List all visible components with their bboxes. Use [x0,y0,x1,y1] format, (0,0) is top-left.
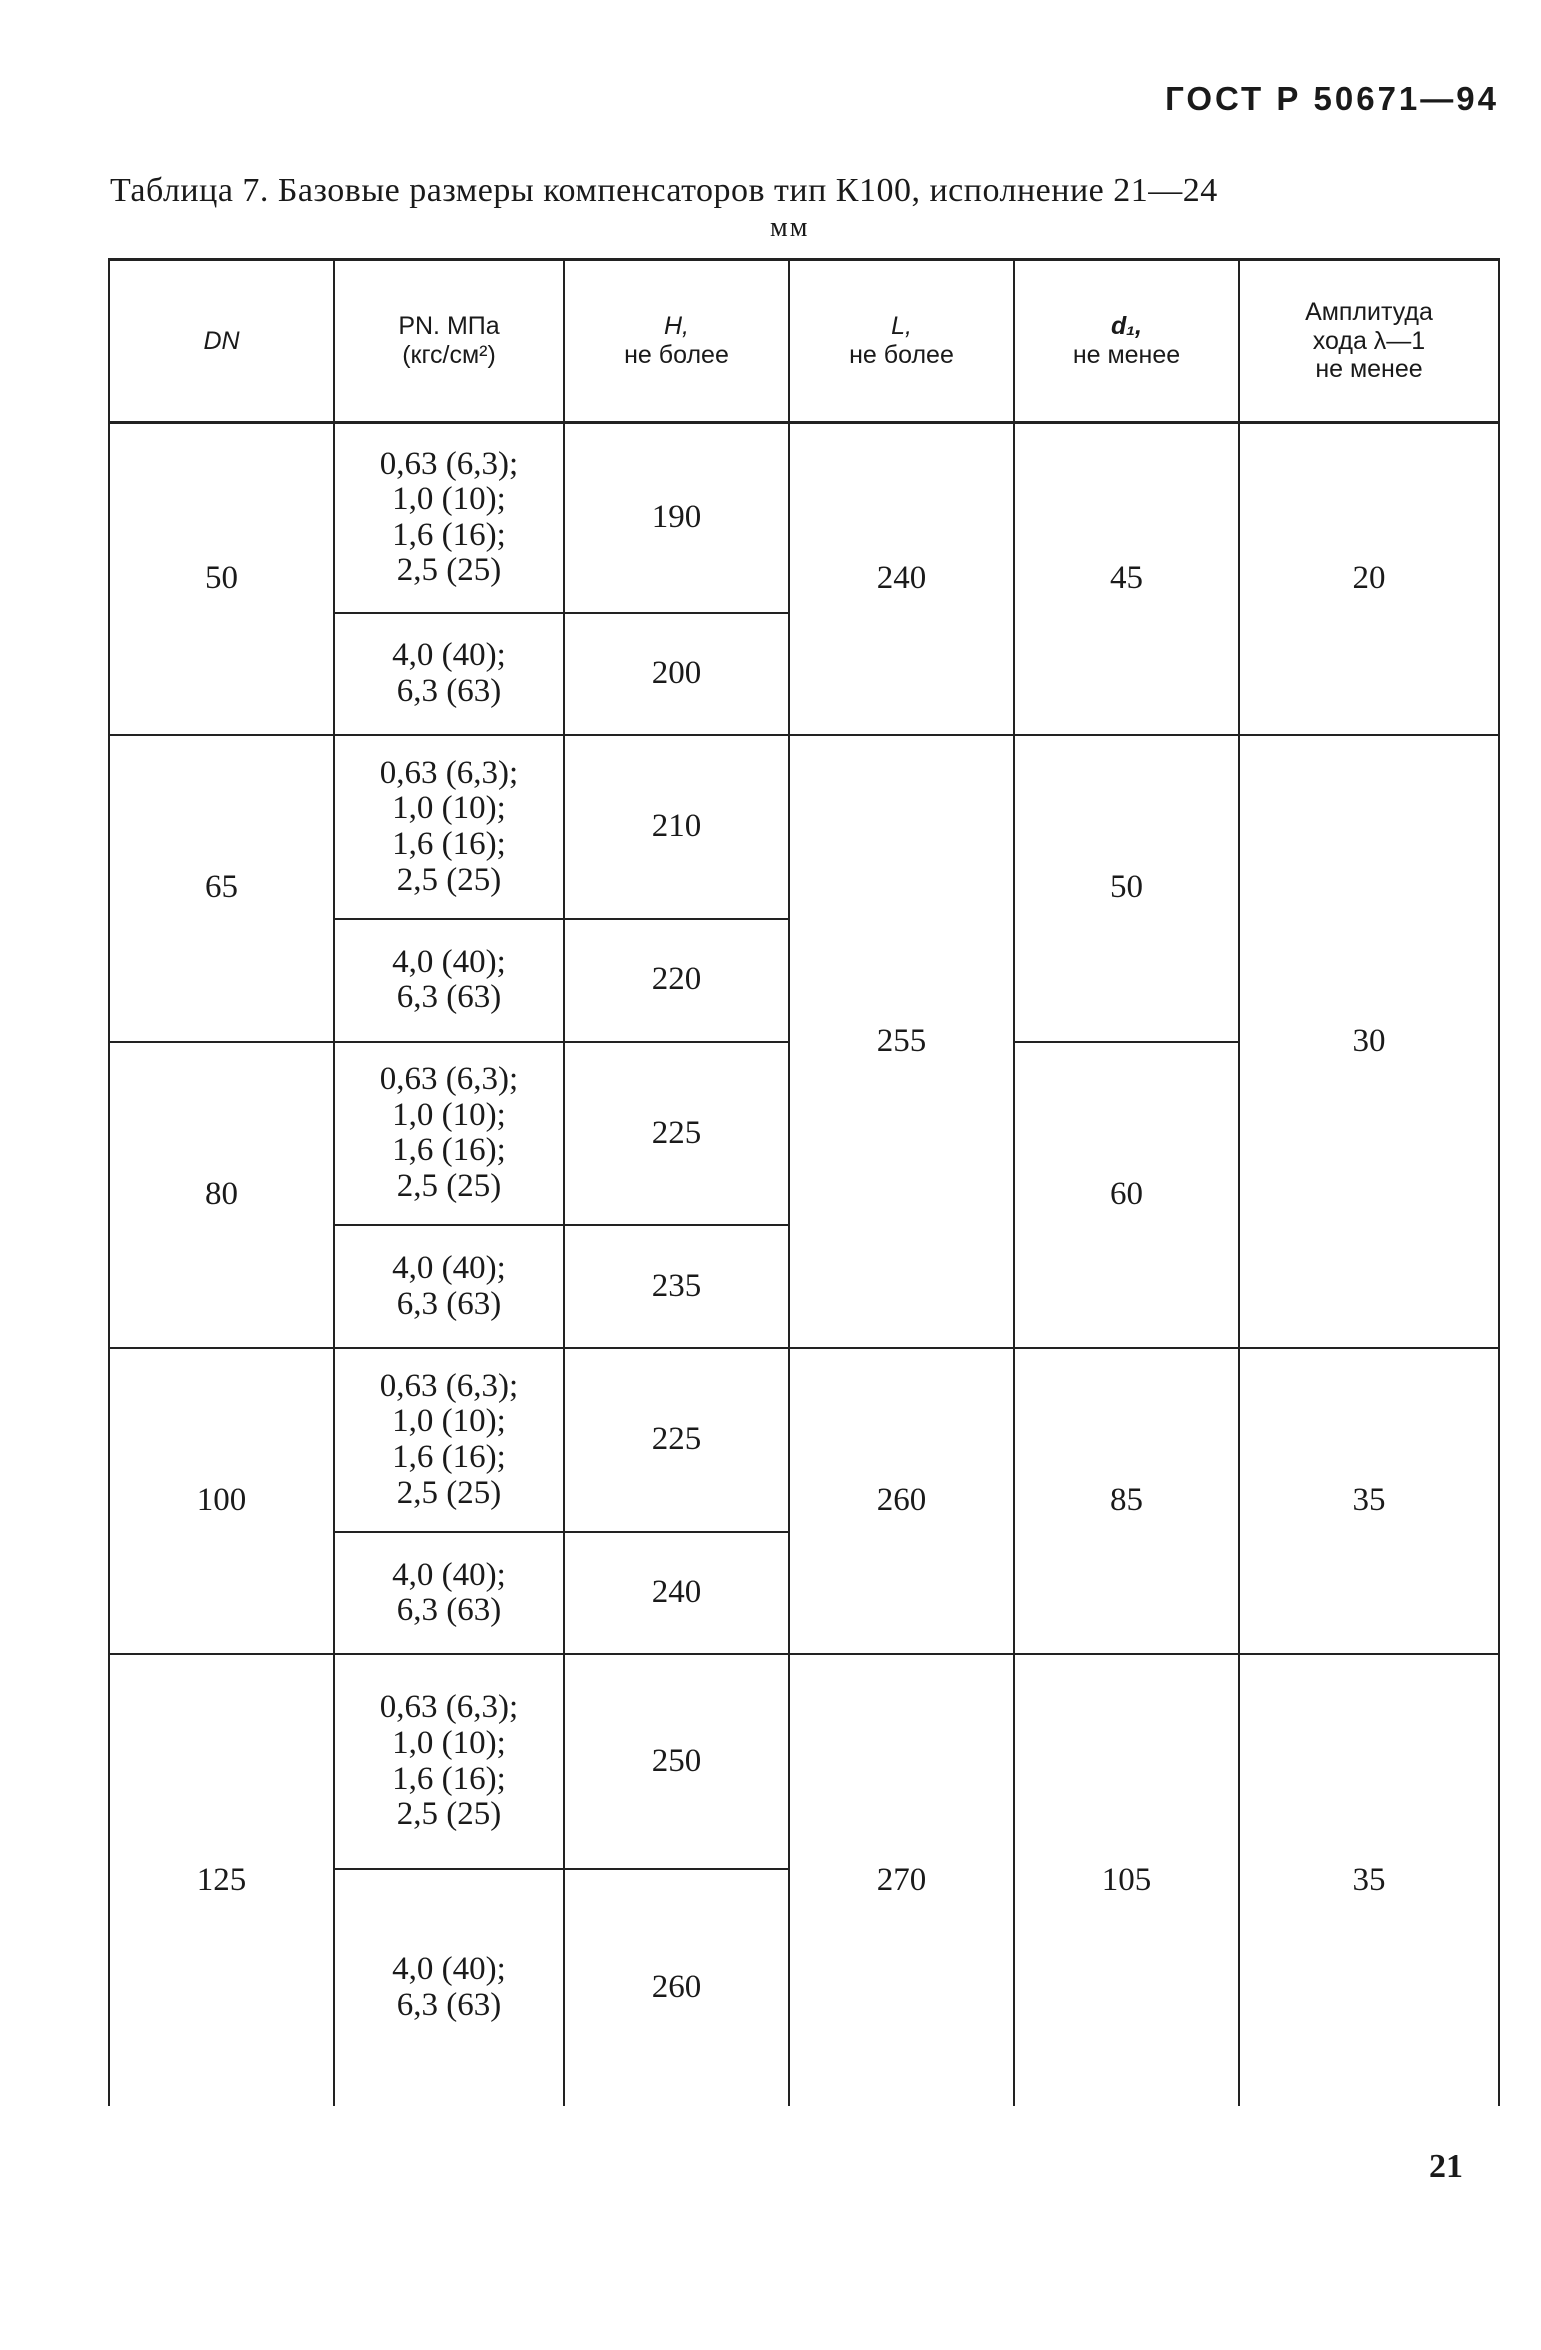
table-header-row [109,260,1499,423]
pressure-cell [334,1042,564,1226]
length-cell: 260 [789,1348,1014,1654]
pressure-line: 4,0 (40); [392,1556,506,1593]
height-cell: 235 [564,1225,789,1348]
pressure-line: 4,0 (40); [392,637,506,674]
pressure-cell [334,613,564,736]
header-amplitude-qualifier: не менее [1315,355,1423,384]
header-pn-unit: (кгс/см²) [402,341,496,369]
dn-cell: 80 [109,1042,334,1348]
header-amplitude-label: Амплитуда [1305,297,1433,326]
pressure-line: 4,0 (40); [392,1250,506,1287]
pressure-line: 6,3 (63) [396,979,502,1016]
pressure-cell [334,1869,564,2106]
pressure-line: 2,5 (25) [396,1168,502,1205]
dn-cell: 65 [109,735,334,1041]
pressure-cell [334,423,564,613]
header-amplitude-stroke: хода λ—1 [1312,326,1426,355]
height-cell: 220 [564,919,789,1042]
table-row [109,1654,1499,1869]
table-unit: мм [770,212,810,243]
diameter-cell: 85 [1014,1348,1239,1654]
table-row [109,423,1499,613]
header-l-qualifier: не более [849,341,954,369]
dimensions-table [108,258,1500,2106]
pressure-line: 6,3 (63) [396,1285,502,1322]
pressure-cell [334,735,564,919]
pressure-line: 2,5 (25) [396,861,502,898]
dn-cell: 125 [109,1654,334,2106]
amplitude-cell: 35 [1239,1654,1499,2106]
pressure-line: 1,0 (10); [392,790,506,827]
page-number: 21 [1429,2148,1463,2185]
amplitude-cell: 35 [1239,1348,1499,1654]
header-h [564,260,789,423]
table-row [109,1348,1499,1532]
pressure-line: 6,3 (63) [396,672,502,709]
header-h-qualifier: не более [624,341,729,369]
pressure-line: 4,0 (40); [392,943,506,980]
pressure-line: 0,63 (6,3); [379,1689,519,1726]
height-cell: 225 [564,1042,789,1226]
length-cell: 270 [789,1654,1014,2106]
pressure-line: 1,0 (10); [392,1096,506,1133]
diameter-cell: 105 [1014,1654,1239,2106]
pressure-line: 1,0 (10); [392,1725,506,1762]
dn-cell: 100 [109,1348,334,1654]
length-cell: 240 [789,423,1014,736]
pressure-line: 0,63 (6,3); [379,1061,519,1098]
header-l [789,260,1014,423]
height-cell: 260 [564,1869,789,2106]
height-cell: 200 [564,613,789,736]
header-pn-label: PN. МПа [398,312,500,341]
pressure-line: 2,5 (25) [396,1474,502,1511]
pressure-line: 4,0 (40); [392,1951,506,1988]
height-cell: 250 [564,1654,789,1869]
pressure-cell [334,1654,564,1869]
pressure-line: 0,63 (6,3); [379,754,519,791]
pressure-line: 0,63 (6,3); [379,1367,519,1404]
height-cell: 190 [564,423,789,613]
height-cell: 210 [564,735,789,919]
header-d1 [1014,260,1239,423]
pressure-line: 1,0 (10); [392,1403,506,1440]
pressure-line: 1,6 (16); [392,1132,506,1169]
pressure-line: 1,6 (16); [392,516,506,553]
dn-cell: 50 [109,423,334,736]
diameter-cell: 45 [1014,423,1239,736]
pressure-line: 6,3 (63) [396,1592,502,1629]
pressure-cell [334,919,564,1042]
pressure-line: 2,5 (25) [396,552,502,589]
pressure-cell [334,1225,564,1348]
amplitude-cell: 30 [1239,735,1499,1348]
pressure-line: 6,3 (63) [396,1986,502,2023]
diameter-cell: 50 [1014,735,1239,1041]
diameter-cell: 60 [1014,1042,1239,1348]
pressure-line: 1,0 (10); [392,481,506,518]
pressure-cell [334,1532,564,1655]
amplitude-cell: 20 [1239,423,1499,736]
pressure-line: 2,5 (25) [396,1796,502,1833]
header-pn [334,260,564,423]
pressure-line: 1,6 (16); [392,826,506,863]
pressure-line: 1,6 (16); [392,1438,506,1475]
table-row [109,735,1499,919]
height-cell: 240 [564,1532,789,1655]
document-standard-header: ГОСТ Р 50671—94 [1165,80,1499,117]
header-d1-qualifier: не менее [1072,341,1181,369]
header-d1-label: d₁, [1110,312,1143,341]
header-amplitude [1239,260,1499,423]
header-h-label: H, [664,312,689,341]
header-dn [109,260,334,423]
header-dn-label: DN [203,326,240,355]
table-caption: Таблица 7. Базовые размеры компенсаторов тип К100, исполнение 21—24 [110,172,1218,209]
pressure-cell [334,1348,564,1532]
height-cell: 225 [564,1348,789,1532]
length-cell: 255 [789,735,1014,1348]
pressure-line: 1,6 (16); [392,1760,506,1797]
pressure-line: 0,63 (6,3); [379,445,519,482]
header-l-label: L, [891,312,912,341]
